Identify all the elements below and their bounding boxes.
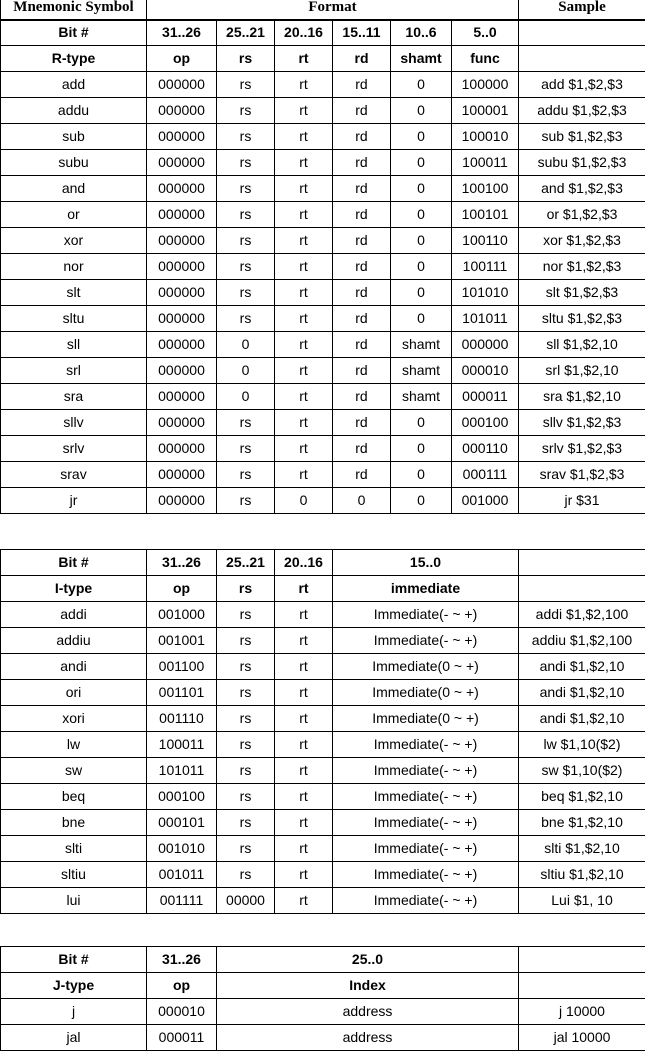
r-type-cell: slt $1,$2,$3: [519, 280, 645, 306]
i-type-instruction-row: [1, 836, 645, 862]
r-type-instruction-row: [1, 98, 645, 124]
r-type-cell: shamt: [391, 384, 452, 410]
r-type-cell: rs: [217, 46, 275, 72]
r-type-cell: 0: [391, 462, 452, 488]
r-type-cell: subu $1,$2,$3: [519, 150, 645, 176]
r-type-cell: rt: [275, 228, 333, 254]
r-type-cell: 0: [217, 358, 275, 384]
r-type-instruction-row: [1, 228, 645, 254]
i-type-cell: rs: [217, 706, 275, 732]
r-type-cell: rt: [275, 358, 333, 384]
r-type-cell: 0: [333, 488, 391, 514]
i-type-cell: 001100: [147, 654, 217, 680]
format-header: Format: [147, 0, 519, 21]
i-type-cell: rt: [275, 836, 333, 862]
i-type-cell: addi: [1, 602, 147, 628]
r-type-cell: 0: [391, 72, 452, 98]
r-type-cell: sltu $1,$2,$3: [519, 306, 645, 332]
r-type-cell: srlv: [1, 436, 147, 462]
i-type-cell: rt: [275, 706, 333, 732]
i-type-cell: rs: [217, 862, 275, 888]
i-type-cell: slti $1,$2,10: [519, 836, 645, 862]
i-type-bit-row: [1, 550, 645, 576]
r-type-cell: 10..6: [391, 20, 452, 46]
r-type-cell: rt: [275, 150, 333, 176]
r-type-cell: 000111: [452, 462, 519, 488]
i-type-cell: Immediate(- ~ +): [333, 862, 519, 888]
r-type-cell: and $1,$2,$3: [519, 176, 645, 202]
r-type-cell: 31..26: [147, 20, 217, 46]
r-type-cell: 100011: [452, 150, 519, 176]
r-type-cell: 000000: [147, 358, 217, 384]
i-type-instruction-row: [1, 654, 645, 680]
r-type-instruction-row: [1, 176, 645, 202]
r-type-cell: rd: [333, 462, 391, 488]
j-type-instruction-row: [1, 1025, 645, 1051]
r-type-cell: rs: [217, 98, 275, 124]
i-type-cell: 31..26: [147, 550, 217, 576]
i-type-cell: addiu: [1, 628, 147, 654]
r-type-cell: slt: [1, 280, 147, 306]
r-type-cell: 000000: [147, 124, 217, 150]
i-type-cell: rt: [275, 758, 333, 784]
r-type-cell: 000000: [147, 462, 217, 488]
i-type-instruction-row: [1, 602, 645, 628]
r-type-instruction-row: [1, 410, 645, 436]
r-type-cell: 000000: [147, 436, 217, 462]
i-type-cell: rt: [275, 602, 333, 628]
i-type-instruction-row: [1, 706, 645, 732]
r-type-cell: rt: [275, 254, 333, 280]
i-type-cell: xori: [1, 706, 147, 732]
r-type-cell: rs: [217, 124, 275, 150]
r-type-cell: jr: [1, 488, 147, 514]
r-type-cell: sra $1,$2,10: [519, 384, 645, 410]
r-type-cell: 000011: [452, 384, 519, 410]
j-type-cell: Bit #: [1, 947, 147, 973]
j-type-cell: J-type: [1, 973, 147, 999]
r-type-cell: 100000: [452, 72, 519, 98]
r-type-field-row: [1, 46, 645, 72]
r-type-cell: rd: [333, 358, 391, 384]
r-type-cell: 000000: [147, 228, 217, 254]
r-type-cell: rt: [275, 306, 333, 332]
i-type-instruction-row: [1, 680, 645, 706]
i-type-cell: addi $1,$2,100: [519, 602, 645, 628]
r-type-cell: xor $1,$2,$3: [519, 228, 645, 254]
r-type-cell: 0: [391, 488, 452, 514]
i-type-cell: Immediate(- ~ +): [333, 758, 519, 784]
r-type-cell: subu: [1, 150, 147, 176]
i-type-cell: Bit #: [1, 550, 147, 576]
r-type-cell: jr $31: [519, 488, 645, 514]
i-type-cell: rs: [217, 602, 275, 628]
i-type-cell: 001110: [147, 706, 217, 732]
r-type-cell: shamt: [391, 358, 452, 384]
r-type-cell: 100001: [452, 98, 519, 124]
i-type-cell: rt: [275, 628, 333, 654]
i-type-cell: bne: [1, 810, 147, 836]
i-type-cell: I-type: [1, 576, 147, 602]
i-type-instruction-row: [1, 862, 645, 888]
r-type-cell: rs: [217, 488, 275, 514]
j-type-instruction-row: [1, 999, 645, 1025]
r-type-cell: srav: [1, 462, 147, 488]
i-type-table: [0, 549, 645, 914]
r-type-instruction-row: [1, 488, 645, 514]
i-type-cell: andi $1,$2,10: [519, 654, 645, 680]
i-type-cell: beq: [1, 784, 147, 810]
i-type-cell: 001101: [147, 680, 217, 706]
r-type-cell: op: [147, 46, 217, 72]
r-type-cell: rd: [333, 254, 391, 280]
i-type-instruction-row: [1, 784, 645, 810]
r-type-cell: 000000: [452, 332, 519, 358]
r-type-cell: addu: [1, 98, 147, 124]
i-type-cell: 001011: [147, 862, 217, 888]
r-type-cell: 25..21: [217, 20, 275, 46]
r-type-cell: 0: [217, 384, 275, 410]
r-type-cell: 0: [391, 150, 452, 176]
i-type-cell: slti: [1, 836, 147, 862]
r-type-cell: 0: [391, 280, 452, 306]
r-type-cell: rt: [275, 46, 333, 72]
i-type-cell: Lui $1, 10: [519, 888, 645, 914]
i-type-cell: rs: [217, 784, 275, 810]
r-type-cell: rd: [333, 384, 391, 410]
j-type-field-row: [1, 973, 645, 999]
r-type-instruction-row: [1, 306, 645, 332]
i-type-cell: rs: [217, 576, 275, 602]
r-type-cell: 15..11: [333, 20, 391, 46]
i-type-cell: Immediate(- ~ +): [333, 784, 519, 810]
r-type-cell: rs: [217, 306, 275, 332]
r-type-cell: sub $1,$2,$3: [519, 124, 645, 150]
r-type-cell: 0: [391, 124, 452, 150]
r-type-cell: sll $1,$2,10: [519, 332, 645, 358]
r-type-cell: rd: [333, 202, 391, 228]
r-type-cell: or: [1, 202, 147, 228]
r-type-cell: sllv $1,$2,$3: [519, 410, 645, 436]
r-type-cell: and: [1, 176, 147, 202]
r-type-cell: rs: [217, 410, 275, 436]
r-type-cell: shamt: [391, 46, 452, 72]
r-type-instruction-row: [1, 124, 645, 150]
r-type-instruction-row: [1, 254, 645, 280]
r-type-cell: Bit #: [1, 20, 147, 46]
r-type-cell: rt: [275, 176, 333, 202]
j-type-cell: j 10000: [519, 999, 645, 1025]
i-type-cell: rs: [217, 654, 275, 680]
i-type-cell: 000100: [147, 784, 217, 810]
r-type-instruction-row: [1, 202, 645, 228]
j-type-cell: [519, 947, 645, 973]
j-type-cell: address: [217, 1025, 519, 1051]
r-type-cell: sltu: [1, 306, 147, 332]
r-type-cell: 000010: [452, 358, 519, 384]
j-type-cell: 31..26: [147, 947, 217, 973]
r-type-cell: rd: [333, 436, 391, 462]
i-type-cell: Immediate(- ~ +): [333, 836, 519, 862]
r-type-cell: rt: [275, 436, 333, 462]
r-type-cell: shamt: [391, 332, 452, 358]
i-type-cell: rs: [217, 680, 275, 706]
r-type-instruction-row: [1, 332, 645, 358]
i-type-cell: 20..16: [275, 550, 333, 576]
r-type-cell: 100010: [452, 124, 519, 150]
i-type-cell: bne $1,$2,10: [519, 810, 645, 836]
r-type-cell: [519, 46, 645, 72]
j-type-cell: jal: [1, 1025, 147, 1051]
j-type-bit-row: [1, 947, 645, 973]
i-type-cell: lw $1,10($2): [519, 732, 645, 758]
r-type-cell: rt: [275, 410, 333, 436]
r-type-cell: 000000: [147, 280, 217, 306]
r-type-bit-row: [1, 20, 645, 46]
i-type-cell: 001111: [147, 888, 217, 914]
r-type-cell: 000000: [147, 202, 217, 228]
r-type-cell: 000000: [147, 410, 217, 436]
r-type-cell: srl: [1, 358, 147, 384]
i-type-field-row: [1, 576, 645, 602]
r-type-cell: xor: [1, 228, 147, 254]
r-type-cell: 000000: [147, 254, 217, 280]
r-type-cell: rd: [333, 46, 391, 72]
header-row: [1, 0, 645, 21]
i-type-cell: rs: [217, 732, 275, 758]
j-type-cell: 000010: [147, 999, 217, 1025]
r-type-cell: rd: [333, 228, 391, 254]
i-type-cell: Immediate(- ~ +): [333, 888, 519, 914]
i-type-instruction-row: [1, 888, 645, 914]
r-type-cell: 100101: [452, 202, 519, 228]
r-type-cell: rd: [333, 124, 391, 150]
i-type-cell: 001000: [147, 602, 217, 628]
r-type-cell: sra: [1, 384, 147, 410]
i-type-cell: sw $1,10($2): [519, 758, 645, 784]
r-type-instruction-row: [1, 436, 645, 462]
r-type-cell: rd: [333, 98, 391, 124]
r-type-cell: addu $1,$2,$3: [519, 98, 645, 124]
i-type-cell: andi $1,$2,10: [519, 706, 645, 732]
r-type-cell: rt: [275, 332, 333, 358]
r-type-cell: R-type: [1, 46, 147, 72]
r-type-instruction-row: [1, 462, 645, 488]
i-type-cell: [519, 550, 645, 576]
j-type-cell: Index: [217, 973, 519, 999]
i-type-cell: rt: [275, 576, 333, 602]
r-type-cell: rd: [333, 280, 391, 306]
r-type-cell: 0: [391, 228, 452, 254]
r-type-cell: or $1,$2,$3: [519, 202, 645, 228]
r-type-cell: [519, 20, 645, 46]
r-type-cell: 000000: [147, 176, 217, 202]
j-type-cell: 000011: [147, 1025, 217, 1051]
r-type-cell: 000000: [147, 150, 217, 176]
r-type-cell: 000000: [147, 488, 217, 514]
r-type-cell: srlv $1,$2,$3: [519, 436, 645, 462]
r-type-cell: rt: [275, 202, 333, 228]
i-type-cell: sw: [1, 758, 147, 784]
r-type-instruction-row: [1, 72, 645, 98]
r-type-cell: rt: [275, 124, 333, 150]
r-type-cell: nor $1,$2,$3: [519, 254, 645, 280]
r-type-cell: srl $1,$2,10: [519, 358, 645, 384]
i-type-cell: rs: [217, 810, 275, 836]
r-type-cell: 100111: [452, 254, 519, 280]
i-type-cell: Immediate(0 ~ +): [333, 654, 519, 680]
r-type-cell: rt: [275, 280, 333, 306]
i-type-cell: lui: [1, 888, 147, 914]
i-type-cell: rt: [275, 888, 333, 914]
i-type-cell: 001001: [147, 628, 217, 654]
r-type-cell: 5..0: [452, 20, 519, 46]
i-type-cell: Immediate(0 ~ +): [333, 706, 519, 732]
i-type-cell: ori: [1, 680, 147, 706]
r-type-cell: 000000: [147, 72, 217, 98]
r-type-cell: rs: [217, 436, 275, 462]
r-type-cell: sllv: [1, 410, 147, 436]
r-type-cell: rd: [333, 150, 391, 176]
r-type-cell: 0: [391, 436, 452, 462]
i-type-instruction-row: [1, 810, 645, 836]
r-type-cell: 100100: [452, 176, 519, 202]
r-type-cell: sub: [1, 124, 147, 150]
i-type-cell: [519, 576, 645, 602]
r-type-cell: rs: [217, 202, 275, 228]
sample-header: Sample: [519, 0, 645, 21]
r-type-cell: rd: [333, 306, 391, 332]
i-type-instruction-row: [1, 732, 645, 758]
r-type-instruction-row: [1, 150, 645, 176]
r-type-cell: 0: [217, 332, 275, 358]
i-type-cell: 25..21: [217, 550, 275, 576]
r-type-cell: 0: [391, 254, 452, 280]
r-type-cell: 0: [391, 202, 452, 228]
r-type-cell: 000100: [452, 410, 519, 436]
i-type-cell: sltiu $1,$2,10: [519, 862, 645, 888]
r-type-cell: rt: [275, 462, 333, 488]
i-type-cell: 100011: [147, 732, 217, 758]
i-type-cell: rt: [275, 654, 333, 680]
i-type-cell: rt: [275, 862, 333, 888]
r-type-cell: add $1,$2,$3: [519, 72, 645, 98]
i-type-cell: rt: [275, 810, 333, 836]
r-type-cell: nor: [1, 254, 147, 280]
i-type-cell: Immediate(- ~ +): [333, 732, 519, 758]
i-type-cell: rs: [217, 836, 275, 862]
r-type-cell: rs: [217, 254, 275, 280]
r-type-cell: rt: [275, 98, 333, 124]
i-type-cell: rt: [275, 784, 333, 810]
i-type-cell: Immediate(0 ~ +): [333, 680, 519, 706]
r-type-cell: 000000: [147, 98, 217, 124]
i-type-cell: andi $1,$2,10: [519, 680, 645, 706]
r-type-cell: rs: [217, 280, 275, 306]
i-type-cell: op: [147, 576, 217, 602]
r-type-cell: srav $1,$2,$3: [519, 462, 645, 488]
j-type-cell: [519, 973, 645, 999]
i-type-cell: 15..0: [333, 550, 519, 576]
i-type-cell: addiu $1,$2,100: [519, 628, 645, 654]
r-type-cell: rs: [217, 150, 275, 176]
i-type-cell: Immediate(- ~ +): [333, 810, 519, 836]
i-type-cell: lw: [1, 732, 147, 758]
r-type-cell: 000000: [147, 306, 217, 332]
r-type-cell: sll: [1, 332, 147, 358]
r-type-cell: 0: [391, 410, 452, 436]
r-type-cell: 000000: [147, 332, 217, 358]
r-type-cell: 101011: [452, 306, 519, 332]
j-type-cell: address: [217, 999, 519, 1025]
i-type-cell: immediate: [333, 576, 519, 602]
i-type-instruction-row: [1, 758, 645, 784]
r-type-cell: add: [1, 72, 147, 98]
header-table: [0, 0, 645, 21]
r-type-cell: rd: [333, 72, 391, 98]
r-type-cell: rs: [217, 72, 275, 98]
r-type-cell: 0: [275, 488, 333, 514]
mnemonic-header: Mnemonic Symbol: [1, 0, 147, 21]
r-type-instruction-row: [1, 280, 645, 306]
i-type-cell: rt: [275, 680, 333, 706]
r-type-cell: 20..16: [275, 20, 333, 46]
i-type-cell: andi: [1, 654, 147, 680]
r-type-cell: 0: [391, 306, 452, 332]
r-type-cell: rs: [217, 176, 275, 202]
r-type-cell: 001000: [452, 488, 519, 514]
r-type-cell: rt: [275, 72, 333, 98]
r-type-instruction-row: [1, 358, 645, 384]
i-type-cell: 001010: [147, 836, 217, 862]
i-type-cell: 000101: [147, 810, 217, 836]
i-type-cell: rs: [217, 758, 275, 784]
i-type-cell: Immediate(- ~ +): [333, 628, 519, 654]
i-type-cell: beq $1,$2,10: [519, 784, 645, 810]
r-type-cell: rd: [333, 410, 391, 436]
i-type-cell: rs: [217, 628, 275, 654]
j-type-cell: 25..0: [217, 947, 519, 973]
r-type-instruction-row: [1, 384, 645, 410]
r-type-cell: rd: [333, 332, 391, 358]
r-type-cell: func: [452, 46, 519, 72]
i-type-cell: 101011: [147, 758, 217, 784]
i-type-cell: sltiu: [1, 862, 147, 888]
r-type-cell: rd: [333, 176, 391, 202]
r-type-cell: 0: [391, 176, 452, 202]
i-type-cell: rt: [275, 732, 333, 758]
j-type-cell: j: [1, 999, 147, 1025]
r-type-cell: 100110: [452, 228, 519, 254]
j-type-table: [0, 946, 645, 1051]
i-type-instruction-row: [1, 628, 645, 654]
r-type-cell: 101010: [452, 280, 519, 306]
r-type-cell: rs: [217, 228, 275, 254]
r-type-cell: rs: [217, 462, 275, 488]
i-type-cell: 00000: [217, 888, 275, 914]
i-type-cell: Immediate(- ~ +): [333, 602, 519, 628]
r-type-cell: 000110: [452, 436, 519, 462]
r-type-cell: 0: [391, 98, 452, 124]
j-type-cell: jal 10000: [519, 1025, 645, 1051]
r-type-cell: 000000: [147, 384, 217, 410]
r-type-cell: rt: [275, 384, 333, 410]
j-type-cell: op: [147, 973, 217, 999]
r-type-table: [0, 19, 645, 514]
